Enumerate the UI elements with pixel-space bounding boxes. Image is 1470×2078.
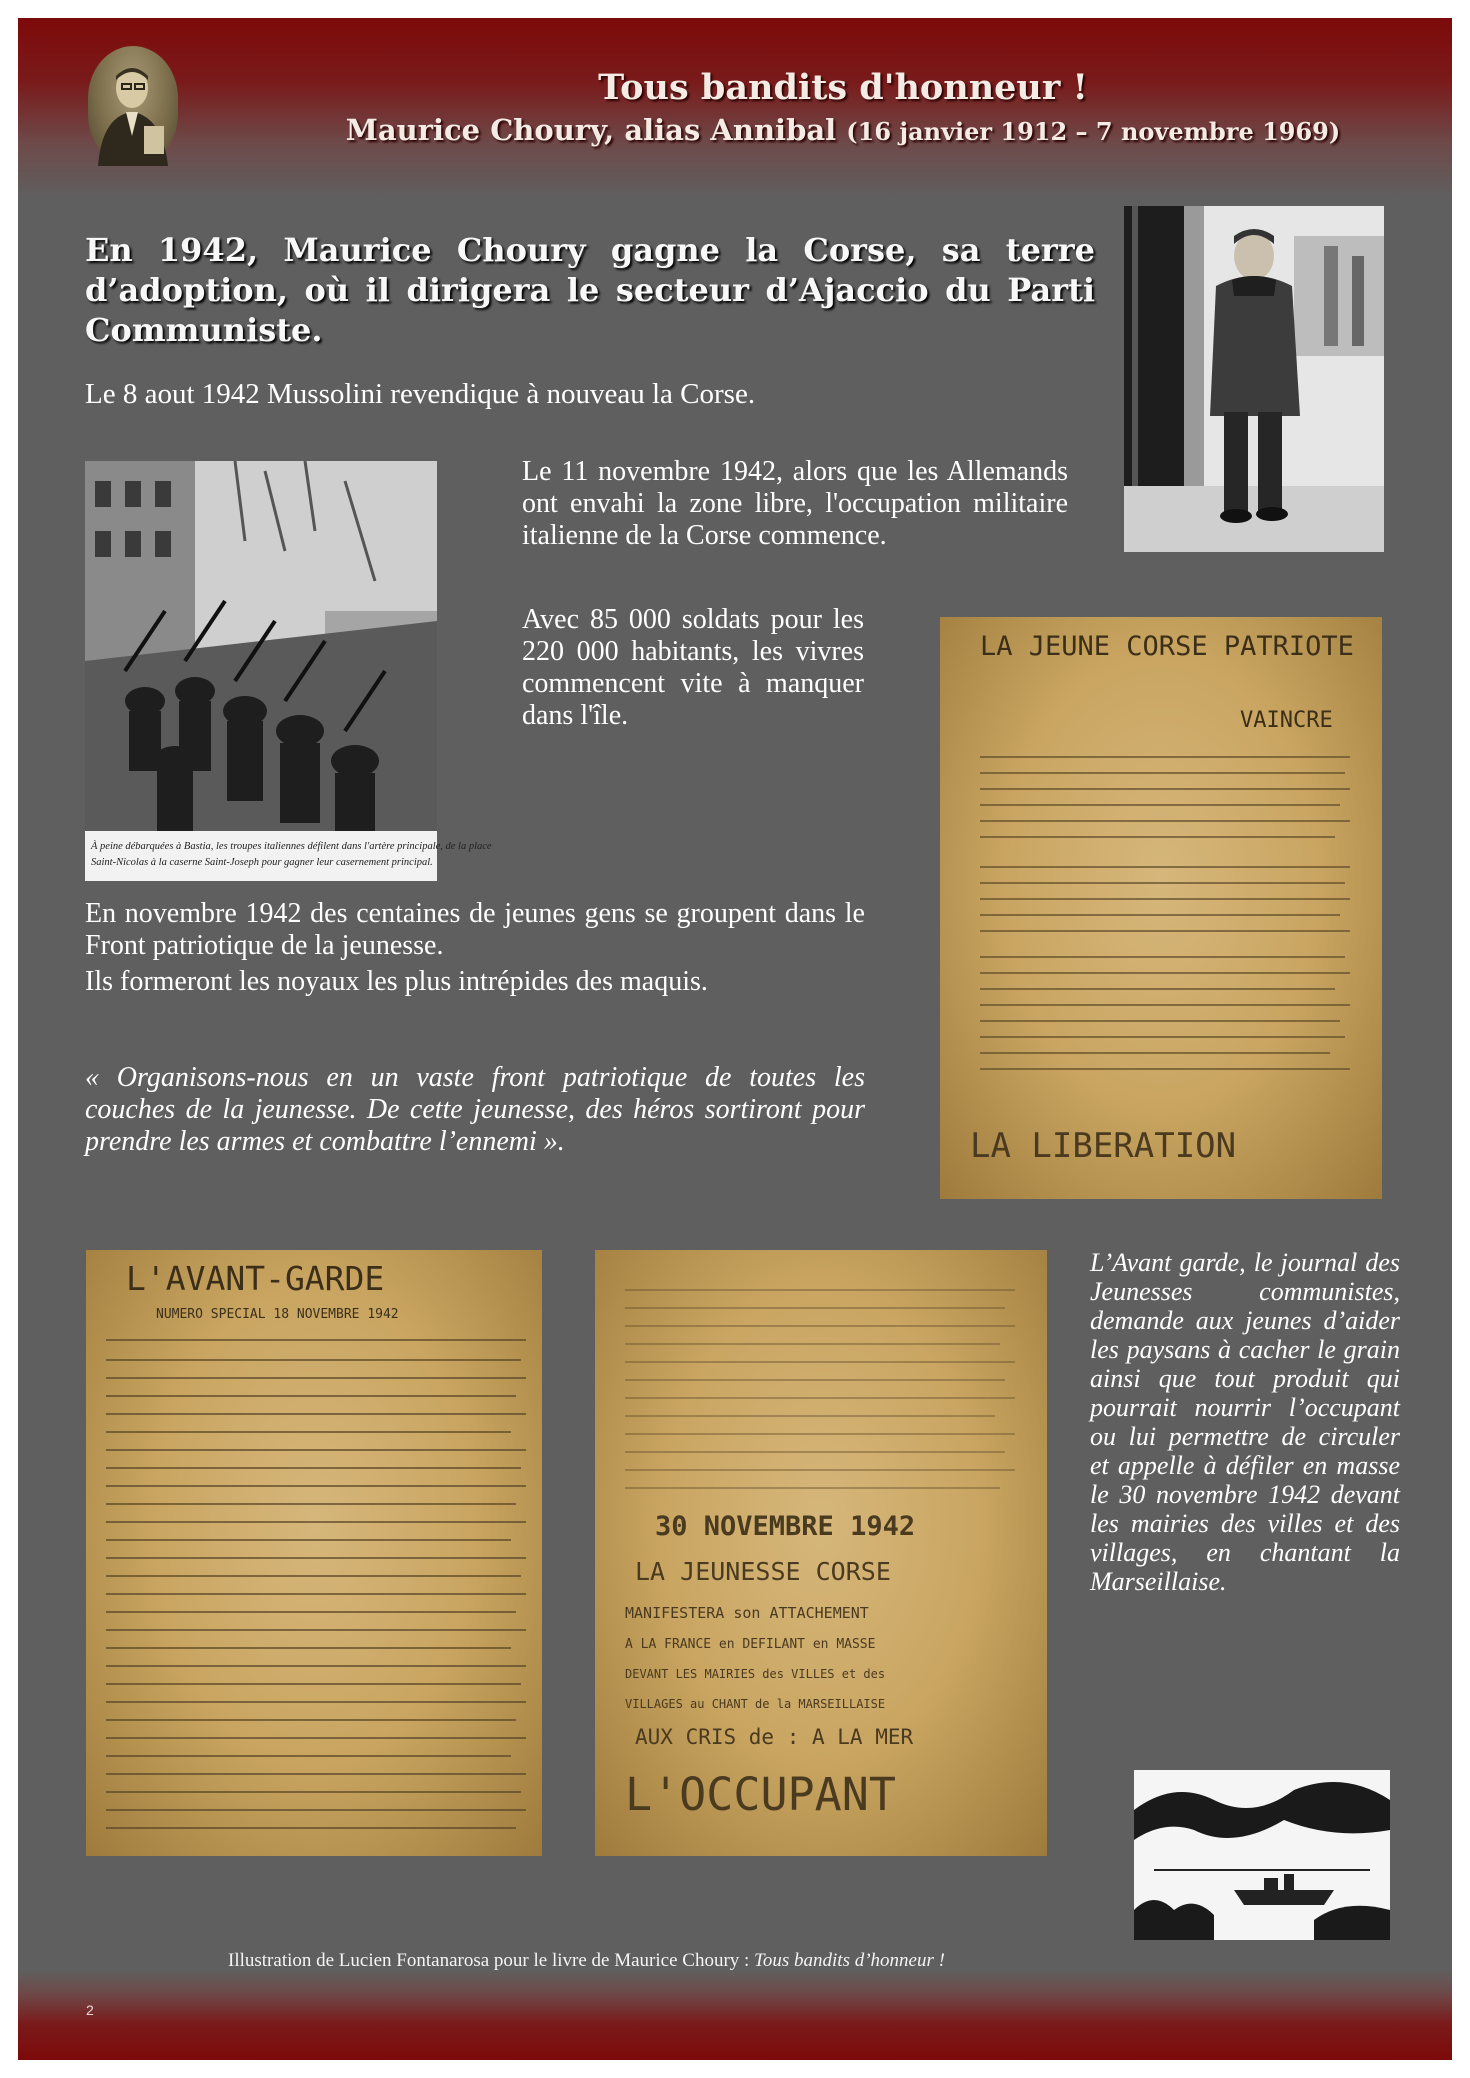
subtitle-dates: (16 janvier 1912 – 7 novembre 1969) xyxy=(846,117,1341,146)
subtitle-name: Maurice Choury, alias Annibal xyxy=(345,113,837,147)
tract2-line6: VILLAGES au CHANT de la MARSEILLAISE xyxy=(625,1697,886,1711)
tract2-line2: LA JEUNESSE CORSE xyxy=(635,1557,891,1586)
document-avant-garde xyxy=(86,1250,542,1856)
paragraph-front-patriotique: En novembre 1942 des centaines de jeunes gens se groupent dans le Front patriotique de la jeunesse. xyxy=(85,898,865,961)
quote-organisons-nous: « Organisons-nous en un vaste front patriotique de toutes les couches de la jeunesse. De cette jeunesse, des héros sortiront pour prendre les armes et combattre l’ennemi ». xyxy=(85,1062,865,1157)
tract1-title: LA JEUNE CORSE PATRIOTE xyxy=(980,631,1354,662)
paragraph-mussolini: Le 8 aout 1942 Mussolini revendique à nouveau la Corse. xyxy=(85,378,756,410)
paragraph-maquis: Ils formeront les noyaux les plus intrépides des maquis. xyxy=(85,966,708,997)
footer-band xyxy=(18,1970,1452,2060)
poster-page xyxy=(18,18,1452,2060)
title-subtitle xyxy=(268,110,1418,152)
paragraph-occupation: Le 11 novembre 1942, alors que les Allemands ont envahi la zone libre, l'occupation militaire italienne de la Corse commence. xyxy=(522,456,1068,551)
tract2-line1: 30 NOVEMBRE 1942 xyxy=(655,1511,916,1542)
caption-prefix: Illustration de Lucien Fontanarosa pour le livre de Maurice Choury : xyxy=(228,1950,755,1971)
tract2-line7: AUX CRIS de : A LA MER xyxy=(635,1725,914,1749)
paragraph-avant-garde: L’Avant garde, le journal des Jeunesses communistes, demande aux jeunes d’aider les paysans à cacher le grain ainsi que tout produit qui pourrait nourrir l’occupant ou lui permettre de circuler et appelle à défiler en masse le 30 novembre 1942 devant les mairies des villes et des villages, en chantant la Marseillaise. xyxy=(1090,1248,1400,1596)
document-30-novembre-tract xyxy=(595,1250,1047,1856)
paragraph-soldiers: Avec 85 000 soldats pour les 220 000 habitants, les vivres commencent vite à manquer dans l'île. xyxy=(522,604,864,731)
photo-italian-troops-bastia xyxy=(85,461,492,881)
illustration-caption xyxy=(228,1950,1228,1972)
tract1-footer: LA LIBERATION xyxy=(970,1126,1237,1166)
tract2-line4: A LA FRANCE en DEFILANT en MASSE xyxy=(625,1637,876,1652)
intro-heading: En 1942, Maurice Choury gagne la Corse, sa terre d’adoption, où il dirigera le secteur d’Ajaccio du Parti Communiste. xyxy=(85,231,1095,349)
tract1-motto: VAINCRE xyxy=(1240,708,1333,733)
photo-caption-line1: À peine débarquées à Bastia, les troupes italiennes défilent dans l'artère principale, de la place xyxy=(91,841,492,852)
document-jeune-corse-patriote xyxy=(940,617,1382,1199)
photo-caption-line2: Saint-Nicolas à la caserne Saint-Joseph pour gagner leur casernement principal. xyxy=(91,857,433,868)
tract2-line3: MANIFESTERA son ATTACHEMENT xyxy=(625,1604,869,1622)
photo-choury-walking xyxy=(1124,206,1384,552)
page-title xyxy=(268,66,1418,152)
page-number: 2 xyxy=(86,2002,94,2018)
caption-book-title: Tous bandits d’honneur ! xyxy=(754,1950,945,1971)
avantgarde-title: L'AVANT-GARDE xyxy=(126,1259,385,1298)
tract2-line8: L'OCCUPANT xyxy=(625,1768,896,1821)
tract2-line5: DEVANT LES MAIRIES des VILLES et des xyxy=(625,1667,886,1681)
title-main: Tous bandits d'honneur ! xyxy=(598,67,1088,108)
portrait-medallion xyxy=(88,46,178,166)
illustration-fontanarosa xyxy=(1134,1770,1390,1940)
avantgarde-issue: NUMERO SPECIAL 18 NOVEMBRE 1942 xyxy=(156,1307,399,1322)
